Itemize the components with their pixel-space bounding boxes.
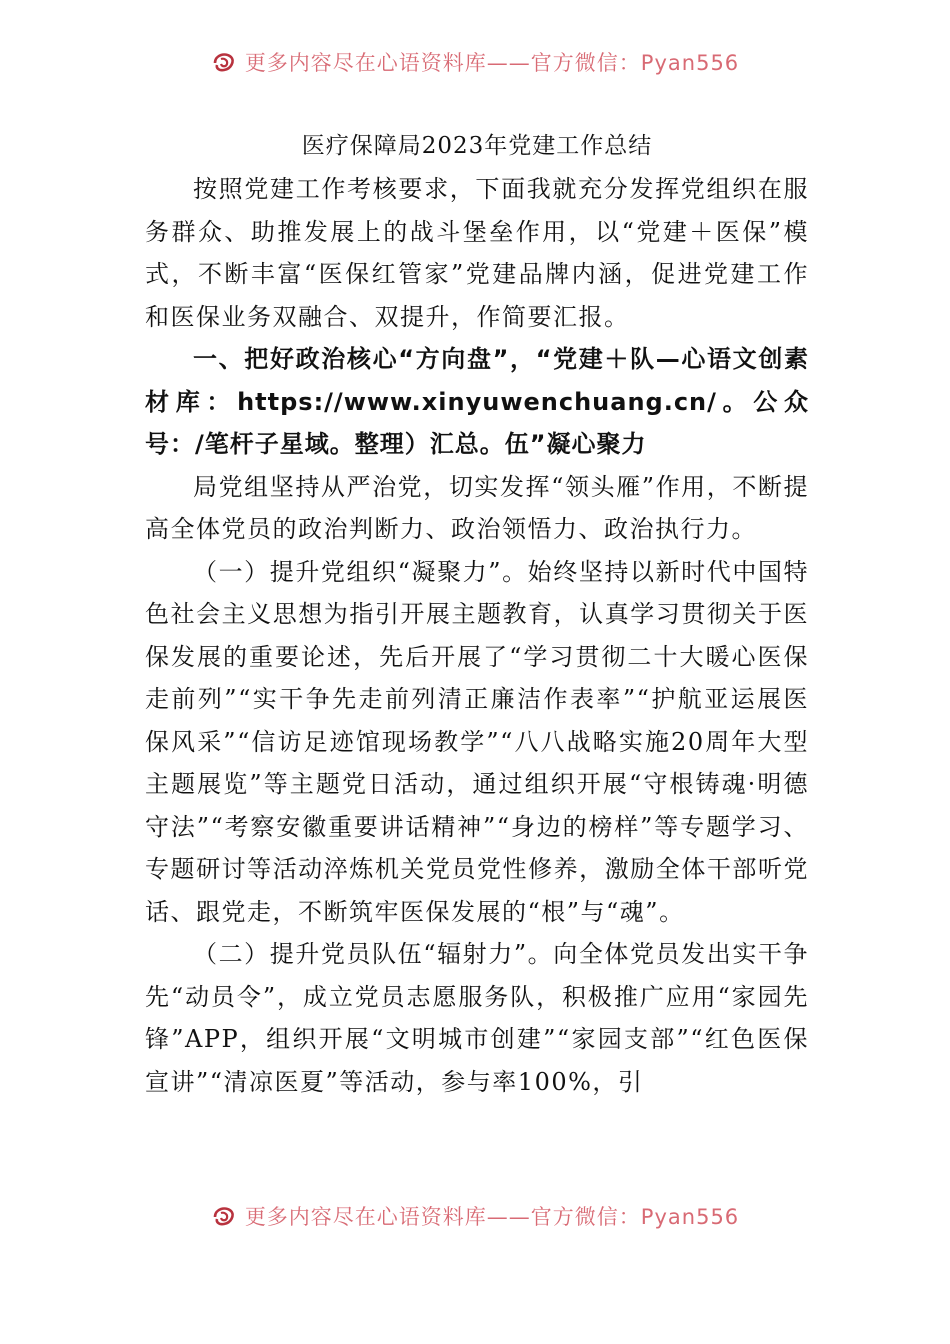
- intro-paragraph: 按照党建工作考核要求，下面我就充分发挥党组织在服务群众、助推发展上的战斗堡垒作用，以“党建＋医保”模式，不断丰富“医保红管家”党建品牌内涵，促进党建工作和医保业务双融合、双提升，作简要汇报。: [145, 175, 809, 331]
- section-intro-paragraph: 局党组坚持从严治党，切实发挥“领头雁”作用，不断提高全体党员的政治判断力、政治领悟力、政治执行力。: [145, 472, 809, 543]
- watermark-bottom: [0, 1206, 950, 1246]
- brand-logo-icon: [211, 1206, 237, 1229]
- brand-logo-icon: [211, 52, 237, 75]
- watermark-text: 更多内容尽在心语资料库——官方微信：Pyan556: [244, 52, 740, 75]
- item-1-paragraph: （一）提升党组织“凝聚力”。始终坚持以新时代中国特色社会主义思想为指引开展主题教育，认真学习贯彻关于医保发展的重要论述，先后开展了“学习贯彻二十大暖心医保走前列”“实干争先走前列清正廉洁作表率”“护航亚运展医保风采”“信访足迹馆现场教学”“八八战略实施20周年大型主题展览”等主题党日活动，通过组织开展“守根铸魂·明德守法”“考察安徽重要讲话精神”“身边的榜样”等专题学习、专题研讨等活动淬炼机关党员党性修养，激励全体干部听党话、跟党走，不断筑牢医保发展的“根”与“魂”。: [145, 557, 809, 926]
- document-title: 医疗保障局2023年党建工作总结: [301, 133, 653, 159]
- watermark-top: [0, 52, 950, 92]
- section-heading: 一、把好政治核心“方向盘”，“党建＋队—心语文创素材库：https://www.xinyuwenchuang.cn/。公众号：/笔杆子星域。整理）汇总。伍”凝心聚力: [145, 345, 809, 458]
- document-body: [145, 124, 809, 1103]
- watermark-text: 更多内容尽在心语资料库——官方微信：Pyan556: [244, 1206, 740, 1229]
- item-2-paragraph: （二）提升党员队伍“辐射力”。向全体党员发出实干争先“动员令”，成立党员志愿服务队，积极推广应用“家园先锋”APP，组织开展“文明城市创建”“家园支部”“红色医保宣讲”“清凉医夏”等活动，参与率100%，引: [145, 940, 809, 1096]
